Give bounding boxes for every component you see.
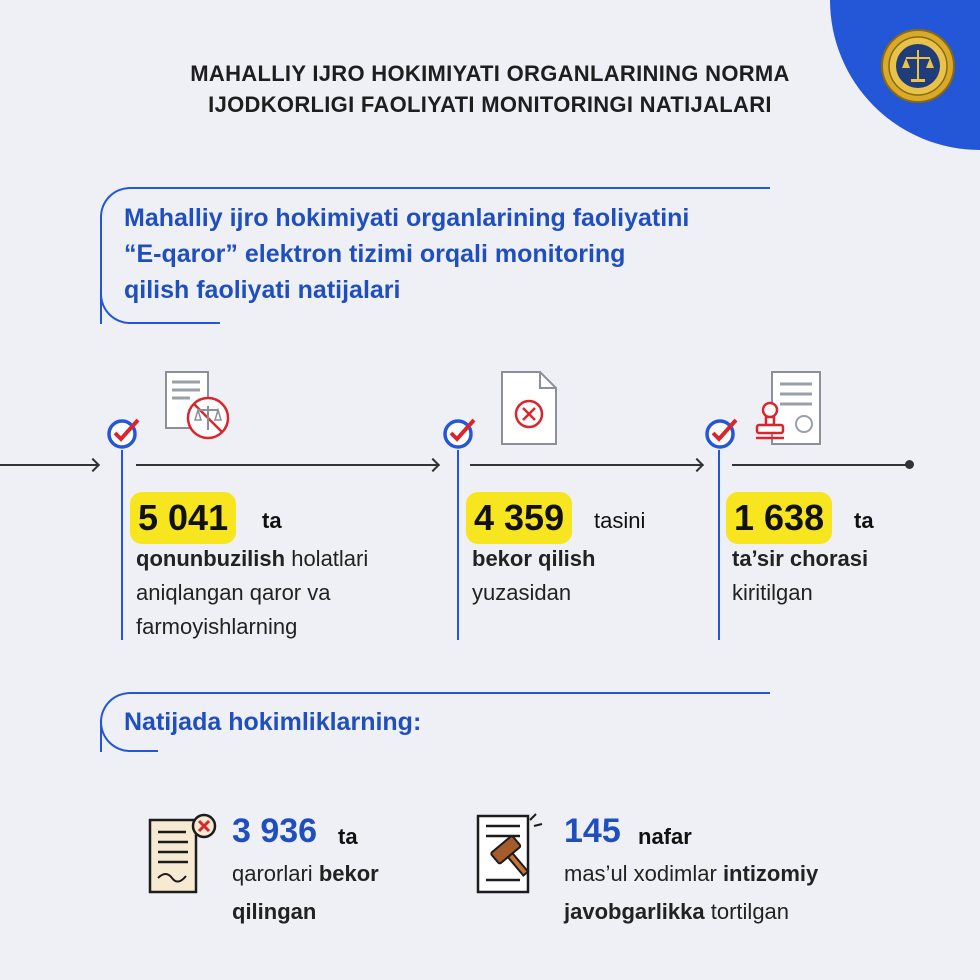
result-bold: bekor: [318, 861, 379, 886]
stat-line: yuzasidan: [472, 580, 572, 605]
document-scales-prohibited-icon: [160, 368, 236, 448]
stat-number: 4 359: [466, 492, 572, 544]
stat-bold: qonunbuzilish: [136, 546, 286, 571]
timeline-segment: [732, 464, 908, 466]
checkmark-icon: [104, 416, 142, 450]
section-title-line2: “E-qaror” elektron tizimi orqali monitoring: [124, 240, 626, 268]
result-bold: javobgarlikka: [564, 899, 705, 924]
result-number: 3 936: [232, 812, 318, 850]
section-title-line1: Mahalliy ijro hokimiyati organlarining faoliyatini: [124, 204, 690, 232]
timeline-segment: [0, 464, 98, 466]
stat-description: [136, 542, 368, 644]
result-description: [232, 855, 379, 931]
timeline-segment: [136, 464, 438, 466]
stat-description: [472, 542, 595, 610]
checkmark-icon: [440, 416, 478, 450]
stat-suffix: tasini: [594, 508, 646, 533]
section-title-line3: qilish faoliyati natijalari: [124, 276, 401, 304]
document-stamp-icon: [754, 368, 826, 448]
page-title-line2: IJODKORLIGI FAOLIYATI MONITORINGI NATIJALARI: [208, 92, 772, 117]
stat-number: 5 041: [130, 492, 236, 544]
result-bold: qilingan: [232, 899, 317, 924]
cancelled-document-icon: [146, 812, 220, 896]
stat-bold: bekor qilish: [472, 546, 596, 571]
stat-suffix: ta: [262, 508, 282, 533]
arrow-icon: [690, 458, 704, 472]
stat-connector: [718, 450, 720, 640]
result-suffix: ta: [338, 824, 358, 849]
result-description: [564, 855, 818, 931]
arrow-icon: [86, 458, 100, 472]
result-number: 145: [564, 812, 621, 850]
stat-suffix: ta: [854, 508, 874, 533]
section-title: [124, 200, 744, 308]
result-title: Natijada hokimliklarning:: [124, 708, 422, 736]
arrow-icon: [426, 458, 440, 472]
page-title-line1: MAHALLIY IJRO HOKIMIYATI ORGANLARINING NORMA: [190, 61, 790, 86]
timeline-end-dot: [905, 460, 914, 469]
gavel-document-icon: [472, 812, 548, 896]
document-cancel-icon: [498, 368, 560, 448]
page-title: [0, 58, 980, 120]
stat-bold: ta’sir chorasi: [732, 546, 869, 571]
result-text: qarorlari: [232, 861, 319, 886]
stat-line: farmoyishlarning: [136, 614, 298, 639]
result-text: mas’ul xodimlar: [564, 861, 723, 886]
result-bold: intizomiy: [722, 861, 819, 886]
result-text: tortilgan: [704, 899, 790, 924]
timeline-segment: [470, 464, 702, 466]
stat-connector: [457, 450, 459, 640]
stat-text: holatlari: [285, 546, 369, 571]
stat-connector: [121, 450, 123, 640]
stat-line: kiritilgan: [732, 580, 813, 605]
stat-description: [732, 542, 868, 610]
checkmark-icon: [702, 416, 740, 450]
result-suffix: nafar: [638, 824, 692, 849]
stat-number: 1 638: [726, 492, 832, 544]
stat-line: aniqlangan qaror va: [136, 580, 331, 605]
